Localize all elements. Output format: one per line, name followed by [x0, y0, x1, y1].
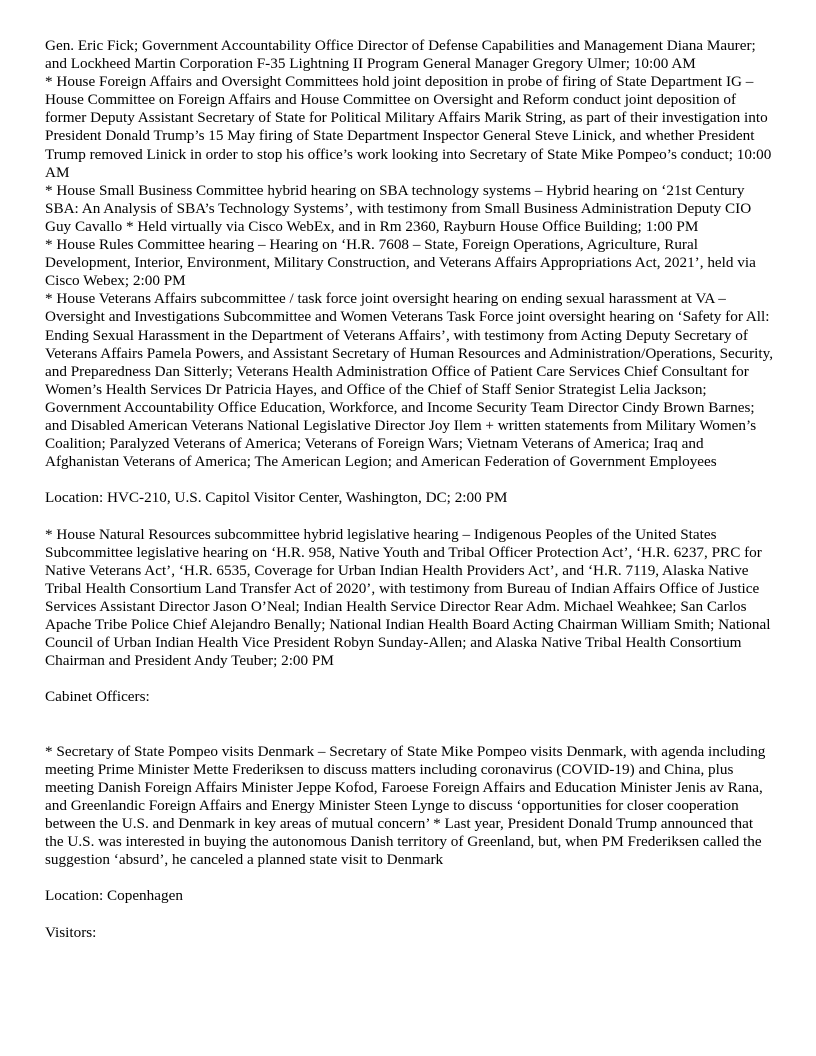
paragraph-location-copenhagen: Location: Copenhagen [45, 887, 183, 905]
section-heading-visitors: Visitors: [45, 923, 97, 941]
paragraph-rules-committee-hearing: * House Rules Committee hearing – Hearing on ‘H.R. 7608 – State, Foreign Operations, Agriculture, Rural Development, Interior, Environment, Military Construction, and Veterans Affairs Appropriations Act, 2021’, held via Cisco Webex; 2:00 PM [45, 236, 756, 290]
paragraph-veterans-affairs-hearing: * House Veterans Affairs subcommittee / task force joint oversight hearing on ending sexual harassment at VA – Oversight and Investigations Subcommittee and Women Veterans Task Force joint oversight hearing on ‘Safety for All: Ending Sexual Harassment in the Department of Veterans Affairs’, with testimony from Acting Deputy Secretary of Veterans Affairs Pamela Powers, and Assistant Secretary of Human Resources and Administration/Operations, Security, and Preparedness Dan Sitterly; Veterans Health Administration Office of Patient Care Services Chief Consultant for Women’s Health Services Dr Patricia Hayes, and Office of the Chief of Staff Senior Strategist Lelia Jackson; Government Accountability Office Education, Workforce, and Income Security Team Director Cindy Brown Barnes; and Disabled American Veterans National Legislative Director Joy Ilem + written statements from Military Women’s Coalition; Paralyzed Veterans of America; Veterans of Foreign Wars; Vietnam Veterans of America; Iraq and Afghanistan Veterans of America; The American Legion; and American Federation of Government Employees [45, 290, 773, 471]
paragraph-spacer [45, 507, 773, 525]
paragraph-spacer [45, 471, 773, 489]
paragraph-spacer [45, 906, 773, 924]
document-page [45, 37, 773, 942]
paragraph-natural-resources-hearing: * House Natural Resources subcommittee hybrid legislative hearing – Indigenous Peoples of the United States Subcommittee legislative hearing on ‘H.R. 958, Native Youth and Tribal Officer Protection Act’, ‘H.R. 6237, PRC for Native Veterans Act’, ‘H.R. 6535, Coverage for Urban Indian Health Providers Act’, and ‘H.R. 7119, Alaska Native Tribal Health Consortium Land Transfer Act of 2020’, with testimony from Bureau of Indian Affairs Office of Justice Services Assistant Director Jason O’Neal; Indian Health Service Director Rear Adm. Michael Weahkee; San Carlos Apache Tribe Police Chief Alejandro Benally; National Indian Health Board Acting Chairman William Smith; National Council of Urban Indian Health Vice President Robyn Sunday-Allen; and Alaska Native Tribal Health Consortium Chairman and President Andy Teuber; 2:00 PM [45, 525, 771, 670]
paragraph-spacer [45, 670, 773, 688]
paragraph-location-hvc: Location: HVC-210, U.S. Capitol Visitor Center, Washington, DC; 2:00 PM [45, 489, 508, 507]
section-heading-cabinet-officers: Cabinet Officers: [45, 688, 150, 706]
paragraph-spacer [45, 869, 773, 887]
paragraph-sba-technology-hearing: * House Small Business Committee hybrid hearing on SBA technology systems – Hybrid hearing on ‘21st Century SBA: An Analysis of SBA’s Technology Systems’, with testimony from Small Business Administration Deputy CIO Guy Cavallo * Held virtually via Cisco WebEx, and in Rm 2360, Rayburn House Office Building; 1:00 PM [45, 181, 752, 235]
paragraph-pompeo-denmark: * Secretary of State Pompeo visits Denmark – Secretary of State Mike Pompeo visits Denmark, with agenda including meeting Prime Minister Mette Frederiksen to discuss matters including coronavirus (COVID-19) and China, plus meeting Danish Foreign Affairs Minister Jeppe Kofod, Faroese Foreign Affairs and Education Minister Jenis av Rana, and Greenlandic Foreign Affairs and Energy Minister Steen Lynge to discuss ‘opportunities for closer cooperation between the U.S. and Denmark in key areas of mutual concern’ * Last year, President Donald Trump announced that the U.S. was interested in buying the autonomous Danish territory of Greenland, but, when PM Frederiksen called the suggestion ‘absurd’, he canceled a planned state visit to Denmark [45, 742, 766, 869]
paragraph-spacer [45, 706, 773, 742]
paragraph-f35-witnesses: Gen. Eric Fick; Government Accountability Office Director of Defense Capabilities and Management Diana Maurer; and Lockheed Martin Corporation F-35 Lightning II Program General Manager Gregory Ulmer; 10:00 AM [45, 37, 756, 73]
paragraph-state-ig-deposition: * House Foreign Affairs and Oversight Committees hold joint deposition in probe of firing of State Department IG – House Committee on Foreign Affairs and House Committee on Oversight and Reform conduct joint deposition of former Deputy Assistant Secretary of State for Political Military Affairs Marik String, as part of their investigation into President Donald Trump’s 15 May firing of State Department Inspector General Steve Linick, and whether President Trump removed Linick in order to stop his office’s work looking into Secretary of State Mike Pompeo’s conduct; 10:00 AM [45, 73, 772, 181]
